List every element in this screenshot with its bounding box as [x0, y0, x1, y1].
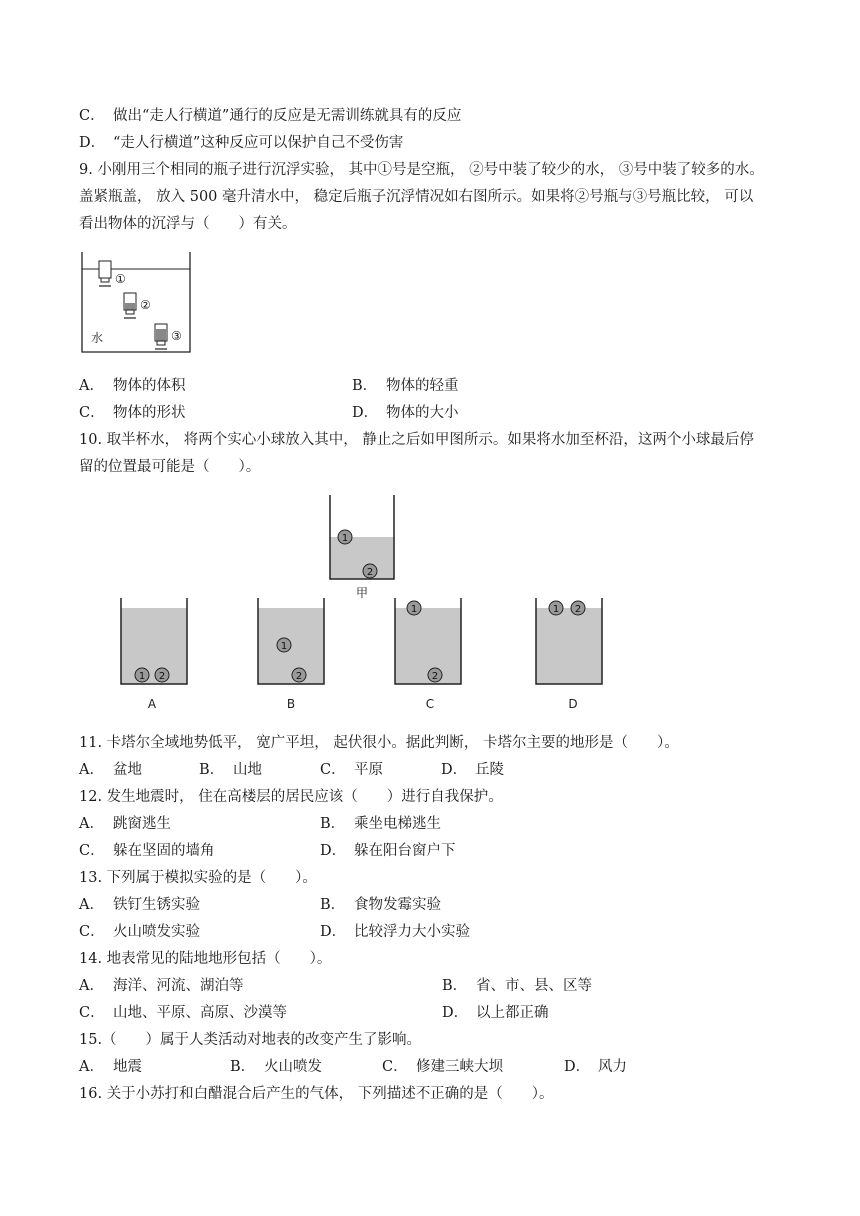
q14-option-b-label: B．	[442, 978, 468, 994]
q15-option-a-label: A．	[79, 1059, 104, 1075]
q13-option-b-label: B．	[320, 897, 346, 913]
q13-option-a	[79, 896, 200, 914]
cup-jia-caption: 甲	[355, 586, 369, 600]
bottle-2-label: ②	[140, 298, 151, 312]
cup-d-ball-1: 1	[552, 604, 560, 615]
q11-stem: 11. 卡塔尔全域地势低平， 宽广平坦， 起伏很小。据此判断， 卡塔尔主要的地形是（ ）。	[79, 735, 679, 751]
cup-c-caption: C	[425, 697, 435, 711]
q13-option-d-text: 比较浮力大小实验	[354, 924, 470, 940]
q12-option-d	[320, 842, 456, 860]
q13-option-d-label: D．	[320, 924, 347, 940]
cup-d-caption: D	[568, 697, 578, 711]
q9-stem-line1: 9. 小刚用三个相同的瓶子进行沉浮实验， 其中①号是空瓶， ②号中装了较少的水， ③号中装了较多的水。	[79, 162, 764, 178]
q12-option-a-label: A．	[79, 816, 104, 832]
q13-option-b-text: 食物发霉实验	[354, 897, 441, 913]
cup-b-caption: B	[286, 697, 296, 711]
q9-option-d-text: 物体的大小	[386, 405, 459, 421]
cup-jia	[330, 495, 394, 579]
cup-d	[536, 598, 602, 684]
q11-option-d-text: 丘陵	[475, 762, 504, 778]
q14-option-b-text: 省、市、县、区等	[476, 978, 592, 994]
q12-option-c-label: C．	[79, 843, 105, 859]
q13-option-c-label: C．	[79, 924, 105, 940]
q12-option-b	[320, 815, 441, 833]
q11-option-d	[441, 761, 504, 779]
q14-option-d-text: 以上都正确	[476, 1005, 549, 1021]
q11-option-d-label: D．	[441, 762, 468, 778]
q12-option-c	[79, 842, 215, 860]
q9-option-b-text: 物体的轻重	[386, 378, 459, 394]
q15-option-b-text: 火山喷发	[264, 1059, 322, 1075]
q13-option-c-text: 火山喷发实验	[113, 924, 200, 940]
cup-jia-ball-2: 2	[366, 567, 374, 578]
q9-option-d-label: D．	[352, 405, 379, 421]
cup-jia-ball-1: 1	[341, 533, 349, 544]
q15-option-a-text: 地震	[113, 1059, 142, 1075]
q15-option-d	[564, 1058, 627, 1076]
q14-stem: 14. 地表常见的陆地地形包括（ ）。	[79, 951, 332, 967]
q14-option-a	[79, 977, 244, 995]
cup-d-ball-2: 2	[574, 604, 582, 615]
q15-option-d-text: 风力	[598, 1059, 627, 1075]
q11-option-c-text: 平原	[354, 762, 383, 778]
q8-option-c-text: 做出“走人行横道”通行的反应是无需训练就具有的反应	[113, 108, 462, 124]
water-label: 水	[91, 331, 104, 345]
q11-option-a-text: 盆地	[113, 762, 142, 778]
q9-option-c-label: C．	[79, 405, 105, 421]
q9-stem-line2: 盖紧瓶盖， 放入 500 毫升清水中， 稳定后瓶子沉浮情况如右图所示。如果将②号瓶与③号瓶比较， 可以	[79, 189, 754, 205]
q11-option-c	[320, 761, 383, 779]
q11-option-b-text: 山地	[233, 762, 262, 778]
q8-option-c-label: C．	[79, 108, 105, 124]
cup-c-ball-1: 1	[410, 604, 418, 615]
q11-option-c-label: C．	[320, 762, 346, 778]
q12-option-b-text: 乘坐电梯逃生	[354, 816, 441, 832]
q13-option-a-label: A．	[79, 897, 104, 913]
q15-option-d-label: D．	[564, 1059, 591, 1075]
q9-option-a-text: 物体的体积	[113, 378, 186, 394]
q14-option-c-label: C．	[79, 1005, 105, 1021]
q9-stem-line3: 看出物体的沉浮与（ ）有关。	[79, 216, 297, 232]
cup-c	[395, 598, 461, 684]
q15-option-c-text: 修建三峡大坝	[416, 1059, 503, 1075]
q12-option-a-text: 跳窗逃生	[113, 816, 171, 832]
cup-b-ball-1: 1	[280, 641, 288, 652]
q16-stem: 16. 关于小苏打和白醋混合后产生的气体， 下列描述不正确的是（ ）。	[79, 1086, 554, 1102]
bottle-1-label: ①	[115, 272, 126, 286]
q15-option-b-label: B．	[230, 1059, 256, 1075]
bottle-3-label: ③	[171, 329, 182, 343]
q11-option-a-label: A．	[79, 762, 104, 778]
cup-b	[258, 598, 324, 684]
cup-a-ball-2: 2	[158, 671, 166, 682]
q15-option-a	[79, 1058, 142, 1076]
q13-option-b	[320, 896, 441, 914]
q15-option-c-label: C．	[382, 1059, 408, 1075]
q13-stem: 13. 下列属于模拟实验的是（ ）。	[79, 870, 317, 886]
q12-option-a	[79, 815, 171, 833]
q11-option-b-label: B．	[199, 762, 225, 778]
q12-stem: 12. 发生地震时， 住在高楼层的居民应该（ ）进行自我保护。	[79, 789, 503, 805]
q14-option-b	[442, 977, 592, 995]
q10-stem-line1: 10. 取半杯水， 将两个实心小球放入其中， 静止之后如甲图所示。如果将水加至杯沿，这两个小球最后停	[79, 432, 754, 448]
q15-option-c	[382, 1058, 503, 1076]
q12-option-c-text: 躲在坚固的墙角	[113, 843, 215, 859]
q9-option-b-label: B．	[352, 378, 378, 394]
q9-option-a-label: A．	[79, 378, 104, 394]
q13-option-a-text: 铁钉生锈实验	[113, 897, 200, 913]
cup-a-ball-1: 1	[138, 671, 146, 682]
q14-option-d	[442, 1004, 549, 1022]
cup-a-caption: A	[147, 697, 157, 711]
q11-option-a	[79, 761, 142, 779]
q11-option-b	[199, 761, 262, 779]
q10-stem-line2: 留的位置最可能是（ ）。	[79, 459, 261, 475]
q9-option-c-text: 物体的形状	[113, 405, 186, 421]
q15-stem: 15.（ ）属于人类活动对地表的改变产生了影响。	[79, 1032, 422, 1048]
q8-option-d-label: D．	[79, 135, 106, 151]
q12-option-b-label: B．	[320, 816, 346, 832]
q14-option-d-label: D．	[442, 1005, 469, 1021]
q14-option-a-text: 海洋、河流、湖泊等	[113, 978, 244, 994]
q8-option-d-text: “走人行横道”这种反应可以保护自己不受伤害	[113, 135, 404, 151]
q12-option-d-text: 躲在阳台窗户下	[354, 843, 456, 859]
cup-b-ball-2: 2	[295, 671, 303, 682]
q14-option-a-label: A．	[79, 978, 104, 994]
q15-option-b	[230, 1058, 322, 1076]
q12-option-d-label: D．	[320, 843, 347, 859]
cup-c-ball-2: 2	[431, 671, 439, 682]
q13-option-d	[320, 923, 470, 941]
q13-option-c	[79, 923, 200, 941]
cup-a	[121, 598, 187, 684]
q14-option-c	[79, 1004, 287, 1022]
q14-option-c-text: 山地、平原、高原、沙漠等	[113, 1005, 287, 1021]
